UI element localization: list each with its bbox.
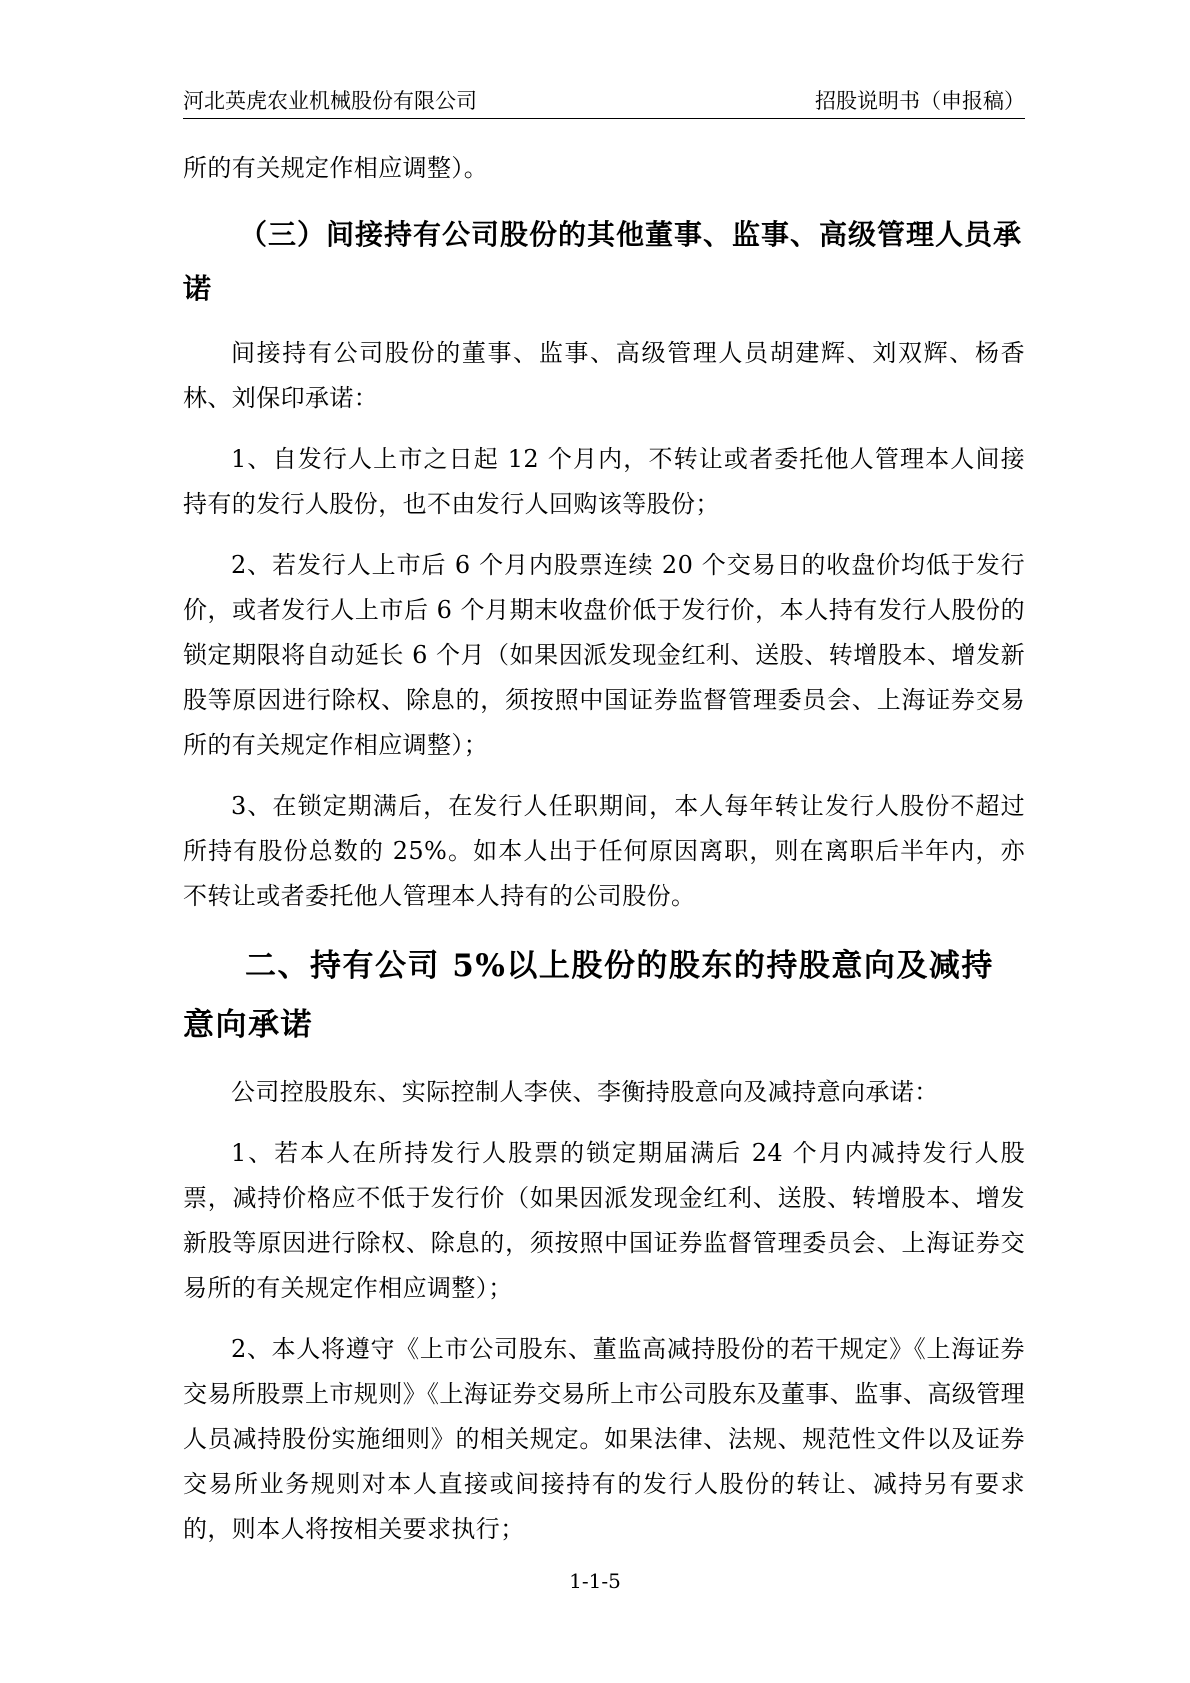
section-heading-major-shareholders: 二、持有公司 5%以上股份的股东的持股意向及减持意向承诺 (183, 948, 994, 1043)
page-header (183, 84, 1025, 119)
paragraph-continuation: 所的有关规定作相应调整）。 (183, 154, 489, 182)
paragraph-reduction-2: 2、本人将遵守《上市公司股东、董监高减持股份的若干规定》《上海证券交易所股票上市规则》《上海证券交易所上市公司股东及董事、监事、高级管理人员减持股份实施细则》的相关规定。如果法律、法规、规范性文件以及证券交易所业务规则对本人直接或间接持有的发行人股份的转让、减持另有要求的，则本人将按相关要求执行； (183, 1335, 1025, 1543)
section-heading-indirect-holders: （三）间接持有公司股份的其他董事、监事、高级管理人员承诺 (183, 218, 1023, 305)
paragraph-commitment-2: 2、若发行人上市后 6 个月内股票连续 20 个交易日的收盘价均低于发行价，或者发行人上市后 6 个月期末收盘价低于发行价，本人持有发行人股份的锁定期限将自动延长 6 个月（如果因派发现金红利、送股、转增股本、增发新股等原因进行除权、除息的，须按照中国证券监督管理委员会、上海证券交易所的有关规定作相应调整）； (183, 551, 1025, 759)
paragraph-controller-intro: 公司控股股东、实际控制人李侠、李衡持股意向及减持意向承诺： (231, 1078, 939, 1106)
header-document-type: 招股说明书（申报稿） (815, 89, 1025, 113)
paragraph-indirect-intro: 间接持有公司股份的董事、监事、高级管理人员胡建辉、刘双辉、杨香林、刘保印承诺： (183, 339, 1025, 412)
header-company-name: 河北英虎农业机械股份有限公司 (183, 89, 477, 113)
page-body (183, 146, 1025, 1552)
paragraph-commitment-3: 3、在锁定期满后，在发行人任职期间，本人每年转让发行人股份不超过所持有股份总数的 25%。如本人出于任何原因离职，则在离职后半年内，亦不转让或者委托他人管理本人持有的公司股份。 (183, 792, 1025, 910)
paragraph-reduction-1: 1、若本人在所持发行人股票的锁定期届满后 24 个月内减持发行人股票，减持价格应不低于发行价（如果因派发现金红利、送股、转增股本、增发新股等原因进行除权、除息的，须按照中国证券监督管理委员会、上海证券交易所的有关规定作相应调整）； (183, 1139, 1025, 1302)
page-number: 1-1-5 (569, 1569, 621, 1593)
paragraph-commitment-1: 1、自发行人上市之日起 12 个月内，不转让或者委托他人管理本人间接持有的发行人股份，也不由发行人回购该等股份； (183, 445, 1025, 518)
